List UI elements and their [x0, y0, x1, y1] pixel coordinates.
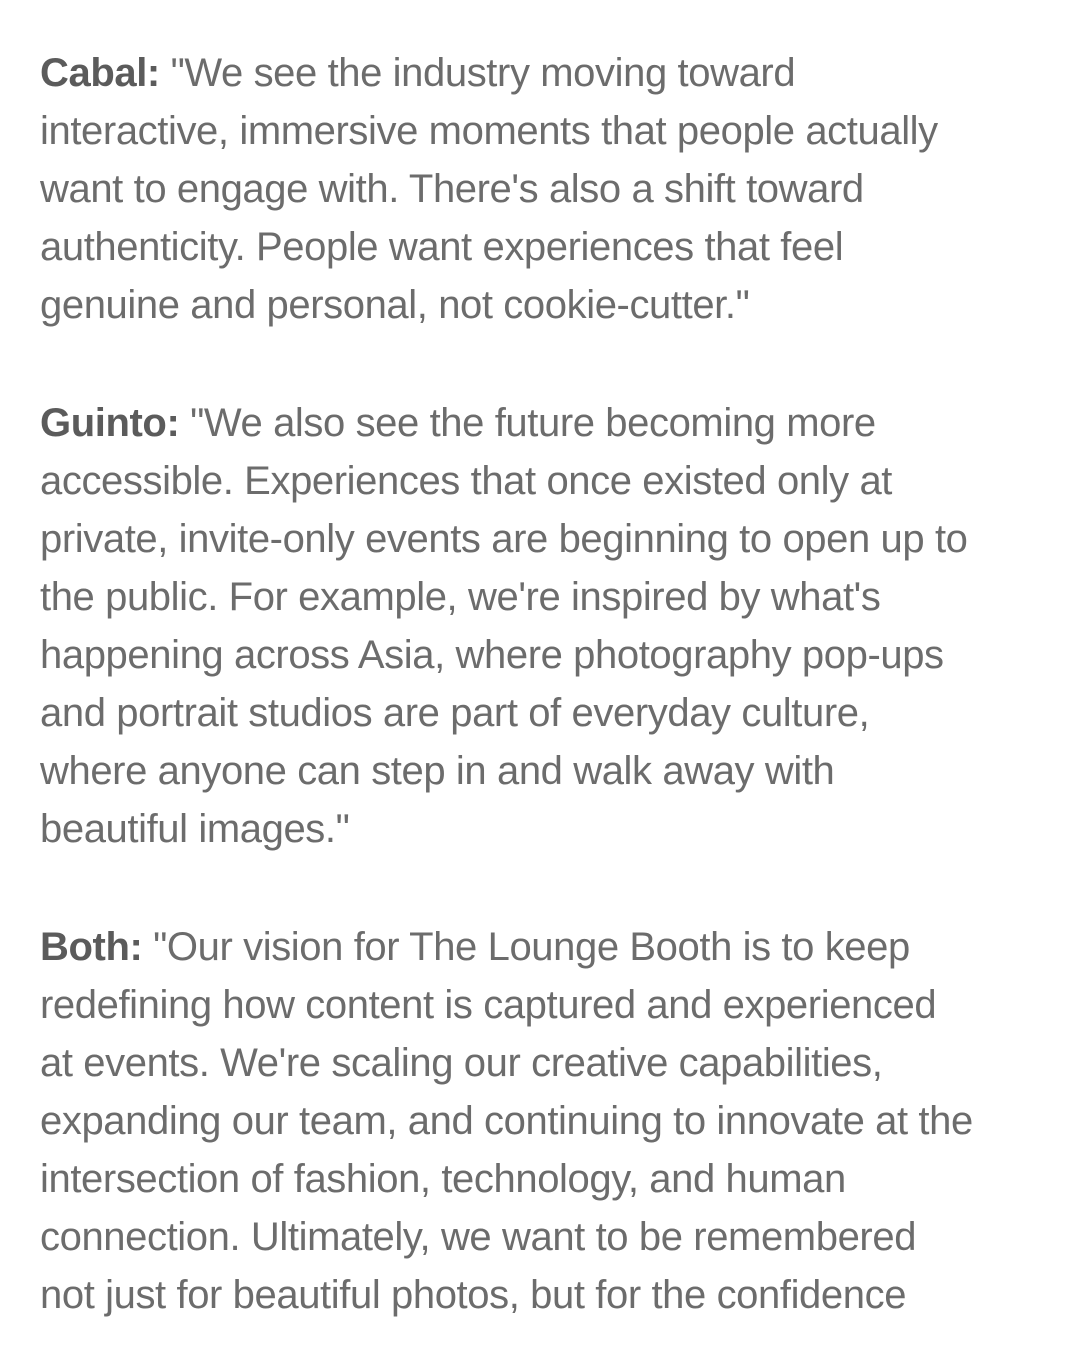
text-line: Both: "Our vision for The Lounge Booth is to keep	[40, 925, 910, 969]
text-line: want to engage with. There's also a shift toward	[40, 167, 864, 211]
text-line: Cabal: "We see the industry moving toward	[40, 51, 796, 95]
text-line: the public. For example, we're inspired by what's	[40, 575, 881, 619]
text-line: private, invite-only events are beginning to open up to	[40, 517, 968, 561]
speaker-label: Cabal:	[40, 51, 160, 95]
text-line: connection. Ultimately, we want to be remembered	[40, 1215, 917, 1259]
text-line: where anyone can step in and walk away with	[40, 749, 835, 793]
text-line: intersection of fashion, technology, and human	[40, 1157, 846, 1201]
text-line: not just for beautiful photos, but for the confidence	[40, 1273, 907, 1317]
text-line: accessible. Experiences that once existed only at	[40, 459, 893, 503]
text-line: interactive, immersive moments that people actually	[40, 109, 938, 153]
text-line: expanding our team, and continuing to innovate at the	[40, 1099, 973, 1143]
paragraph	[40, 918, 1042, 1324]
speaker-label: Both:	[40, 925, 143, 969]
paragraph	[40, 394, 1042, 858]
text-line: beautiful images."	[40, 807, 350, 851]
text-line: at events. We're scaling our creative capabilities,	[40, 1041, 883, 1085]
text-line: happening across Asia, where photography pop-ups	[40, 633, 944, 677]
paragraph	[40, 44, 1042, 334]
text-line: Guinto: "We also see the future becoming more	[40, 401, 876, 445]
speaker-label: Guinto:	[40, 401, 180, 445]
text-line: redefining how content is captured and experienced	[40, 983, 937, 1027]
text-line: authenticity. People want experiences that feel	[40, 225, 844, 269]
text-line: genuine and personal, not cookie-cutter."	[40, 283, 750, 327]
text-line: and portrait studios are part of everyday culture,	[40, 691, 870, 735]
article-text	[40, 44, 1042, 1324]
